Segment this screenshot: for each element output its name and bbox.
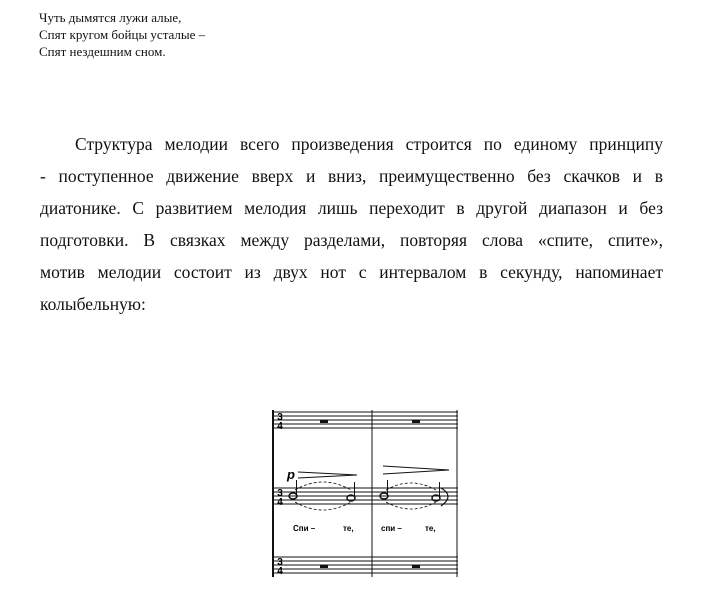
dynamic-marking: p (287, 467, 295, 482)
tie-curve (441, 488, 448, 506)
whole-rest-icon (320, 420, 328, 423)
paragraph-line: мотив мелодии состоит из двух нот с интервалом в секунду, напоминает (40, 262, 663, 282)
barlines (273, 410, 457, 577)
time-signature-middle-den: 4 (277, 497, 283, 508)
paragraph-line: Структура мелодии всего произведения строится по единому принципу (75, 134, 663, 154)
staff-middle (273, 488, 458, 504)
poem-excerpt (39, 9, 205, 60)
decrescendo-hairpin (298, 466, 449, 478)
poem-line: Спят кругом бойцы усталые – (39, 27, 206, 42)
staff-top (273, 412, 458, 428)
paragraph-line: - поступенное движение вверх и вниз, преимущественно без скачков и в (40, 166, 663, 186)
whole-rest-icon (412, 420, 420, 423)
staff-bottom (273, 557, 458, 573)
whole-rest-icon (320, 565, 328, 568)
lyric-syllable: те, (425, 524, 436, 533)
body-paragraph (40, 128, 663, 320)
poem-line: Спят нездешним сном. (39, 44, 166, 59)
time-signature-top-num: 3 (277, 412, 283, 423)
lyric-syllable: спи – (381, 524, 402, 533)
paragraph-line: подготовки. В связках между разделами, повторяя слова «спите, спите», (40, 230, 663, 250)
music-score-excerpt (265, 392, 465, 592)
lyric-syllable: те, (343, 524, 354, 533)
lyric-syllable: Спи – (293, 524, 316, 533)
paragraph-line: колыбельную: (40, 294, 146, 314)
time-signature-bottom-den: 4 (277, 566, 283, 577)
poem-line: Чуть дымятся лужи алые, (39, 10, 182, 25)
paragraph-line: диатонике. С развитием мелодия лишь переходит в другой диапазон и без (40, 198, 663, 218)
time-signature-bottom-num: 3 (277, 557, 283, 568)
whole-rest-icon (412, 565, 420, 568)
time-signature-top-den: 4 (277, 421, 283, 432)
time-signature-middle-num: 3 (277, 488, 283, 499)
